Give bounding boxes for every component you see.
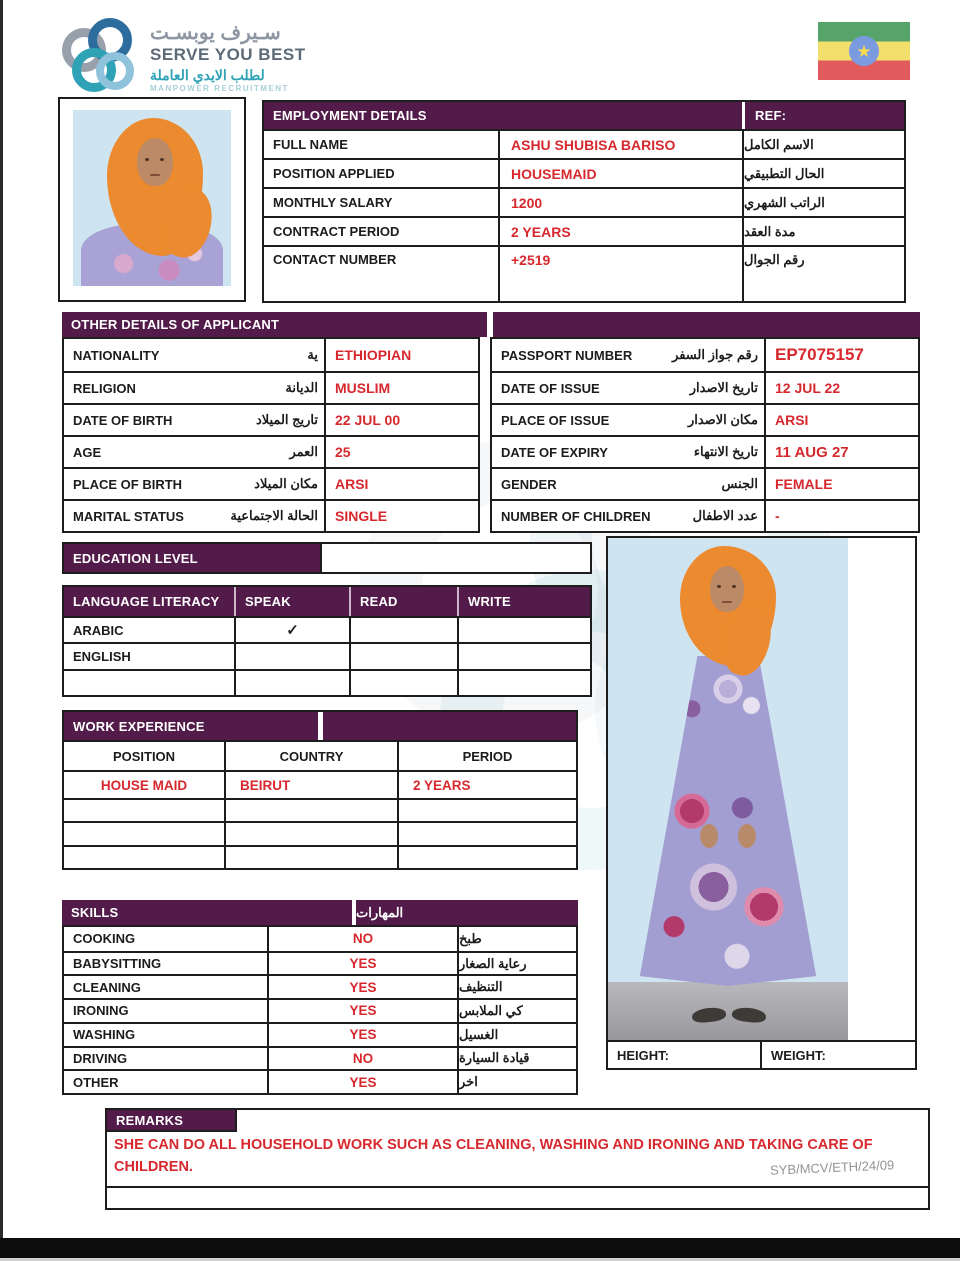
ref-label: REF: bbox=[755, 108, 787, 123]
skills-title: SKILLS bbox=[62, 900, 352, 925]
language-literacy-header: LANGUAGE LITERACY SPEAK READ WRITE bbox=[64, 587, 590, 616]
agency-logo bbox=[60, 16, 306, 100]
work-experience-banner bbox=[62, 710, 578, 740]
table-row: DRIVING NO قيادة السيارة bbox=[64, 1046, 576, 1070]
agency-name: SERVE YOU BEST bbox=[150, 45, 306, 64]
table-row: CLEANING YES التنظيف bbox=[64, 974, 576, 998]
flag-star-icon: ★ bbox=[856, 41, 872, 61]
remarks-empty-row bbox=[107, 1186, 928, 1208]
table-row: ARABIC ✓ bbox=[64, 616, 590, 642]
photo-face bbox=[137, 138, 173, 186]
passport-photo-image bbox=[73, 110, 231, 286]
skills-table bbox=[62, 925, 578, 1095]
table-row: NATIONALITY ية ETHIOPIAN bbox=[64, 339, 478, 371]
table-row: CONTRACT PERIOD 2 YEARS مدة العقد bbox=[264, 216, 904, 245]
work-experience-title: WORK EXPERIENCE bbox=[73, 718, 205, 734]
education-level-bar bbox=[62, 542, 592, 574]
applicant-fullbody-photo-panel bbox=[606, 536, 917, 1070]
table-row: WASHING YES الغسيل bbox=[64, 1022, 576, 1046]
other-details-header-right bbox=[493, 312, 920, 337]
document-code-watermark: SYB/MCV/ETH/24/09 bbox=[769, 1157, 895, 1178]
fullbody-photo-area bbox=[608, 538, 915, 1040]
other-details-right-table bbox=[490, 337, 920, 533]
flag-emblem-disc bbox=[849, 36, 879, 66]
table-row: HOUSE MAID BEIRUT 2 YEARS bbox=[64, 770, 576, 798]
photo-hand bbox=[738, 824, 756, 848]
table-row: COOKING NO طبخ bbox=[64, 927, 576, 951]
photo-blank-strip bbox=[848, 538, 915, 1040]
education-level-value bbox=[320, 544, 590, 572]
employment-details-table bbox=[262, 100, 906, 303]
ethiopia-flag-icon bbox=[818, 22, 910, 80]
table-row: PASSPORT NUMBER رقم جواز السفر EP7075157 bbox=[492, 339, 918, 371]
table-row bbox=[64, 798, 576, 821]
remarks-section bbox=[105, 1108, 930, 1210]
photo-dress bbox=[638, 656, 818, 986]
other-details-header bbox=[62, 312, 920, 337]
photo-face bbox=[710, 566, 744, 612]
agency-tagline: MANPOWER RECRUITMENT bbox=[150, 84, 289, 94]
work-experience-banner-right bbox=[323, 712, 576, 740]
other-details-left-table bbox=[62, 337, 480, 533]
agency-tagline-arabic: لطلب الايدي العاملة bbox=[150, 66, 265, 83]
photo-floor bbox=[608, 982, 848, 1040]
table-row: PLACE OF BIRTH مكان الميلاد ARSI bbox=[64, 467, 478, 499]
employment-details-title: EMPLOYMENT DETAILS bbox=[273, 108, 427, 123]
height-weight-row bbox=[608, 1040, 915, 1068]
remarks-text: SHE CAN DO ALL HOUSEHOLD WORK SUCH AS CLEANING, WASHING AND IRONING AND TAKING CARE OF CHILDREN. bbox=[114, 1137, 873, 1176]
height-label: HEIGHT: bbox=[617, 1047, 669, 1063]
table-row: CONTACT NUMBER +2519 رقم الجوال bbox=[264, 245, 904, 301]
work-experience-table bbox=[62, 740, 578, 870]
table-row bbox=[64, 845, 576, 868]
table-row: DATE OF ISSUE تاريخ الاصدار 12 JUL 22 bbox=[492, 371, 918, 403]
table-row: IRONING YES كي الملابس bbox=[64, 998, 576, 1022]
ethiopia-flag-emblem bbox=[849, 21, 879, 81]
skills-banner bbox=[62, 900, 578, 925]
remarks-title: REMARKS bbox=[105, 1108, 237, 1132]
table-row: PLACE OF ISSUE مكان الاصدار ARSI bbox=[492, 403, 918, 435]
table-row bbox=[64, 669, 590, 695]
logo-knot-icon bbox=[60, 16, 140, 100]
table-row: MONTHLY SALARY 1200 الراتب الشهري bbox=[264, 187, 904, 216]
fullbody-photo-image bbox=[608, 538, 848, 1040]
table-row: FULL NAME ASHU SHUBISA BARISO الاسم الكامل bbox=[264, 129, 904, 158]
work-experience-columns: POSITION COUNTRY PERIOD bbox=[64, 742, 576, 770]
table-row: DATE OF BIRTH تاريج الميلاد 22 JUL 00 bbox=[64, 403, 478, 435]
table-row: AGE العمر 25 bbox=[64, 435, 478, 467]
agency-name-block bbox=[150, 16, 306, 100]
table-row: ENGLISH bbox=[64, 642, 590, 668]
table-row: RELIGION الديانة MUSLIM bbox=[64, 371, 478, 403]
weight-label: WEIGHT: bbox=[760, 1042, 915, 1068]
table-row: MARITAL STATUS الحالة الاجتماعية SINGLE bbox=[64, 499, 478, 531]
applicant-passport-photo bbox=[58, 97, 246, 302]
agency-name-arabic: سـيرف يوبسـت bbox=[150, 22, 281, 44]
skills-title-arabic: المهارات bbox=[356, 900, 578, 925]
table-row: NUMBER OF CHILDREN عدد الاطفال - bbox=[492, 499, 918, 531]
photo-hand bbox=[700, 824, 718, 848]
employment-details-header bbox=[264, 102, 904, 129]
other-details-title: OTHER DETAILS OF APPLICANT bbox=[62, 312, 487, 337]
table-row: OTHER YES اخر bbox=[64, 1069, 576, 1093]
table-row: DATE OF EXPIRY تاريخ الانتهاء 11 AUG 27 bbox=[492, 435, 918, 467]
table-row: POSITION APPLIED HOUSEMAID الحال التطبيقي bbox=[264, 158, 904, 187]
table-row bbox=[64, 821, 576, 844]
table-row: BABYSITTING YES رعاية الصغار bbox=[64, 951, 576, 975]
language-literacy-table bbox=[62, 585, 592, 697]
education-level-title: EDUCATION LEVEL bbox=[64, 544, 320, 572]
scan-left-edge bbox=[0, 0, 3, 1261]
speak-checkmark-icon: ✓ bbox=[234, 618, 349, 642]
scan-bottom-bar bbox=[0, 1238, 960, 1258]
table-row: GENDER الجنس FEMALE bbox=[492, 467, 918, 499]
